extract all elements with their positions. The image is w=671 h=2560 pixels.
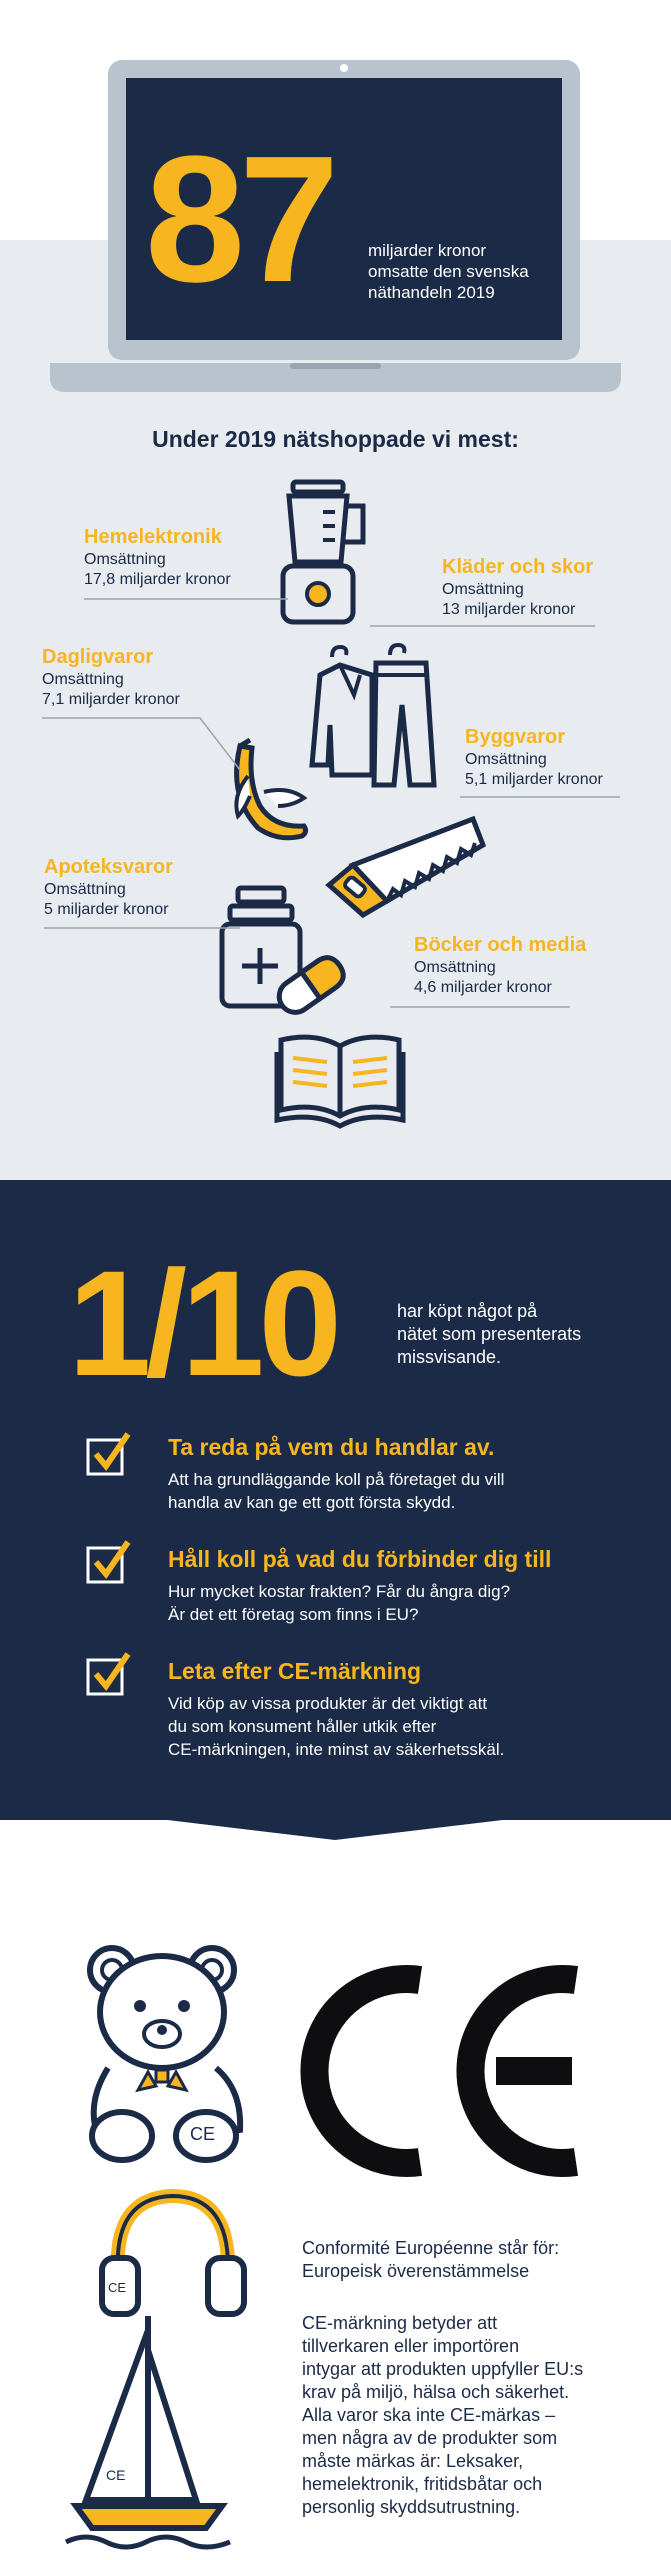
category-value: 5 miljarder kronor: [44, 901, 169, 918]
ce-description-line: Alla varor ska inte CE-märkas –: [302, 2405, 556, 2425]
ce-description-line: krav på miljö, hälsa och säkerhet.: [302, 2382, 570, 2402]
category-label: Omsättning: [42, 671, 124, 688]
tip-line: Hur mycket kostar frakten? Får du ångra dig?: [168, 1582, 511, 1601]
ce-definition-line: Conformité Européenne står för:: [302, 2238, 560, 2258]
category-title: Böcker och media: [414, 934, 587, 956]
category-title: Byggvaror: [465, 726, 566, 748]
category-title: Hemelektronik: [84, 526, 222, 548]
hero-line-3: näthandeln 2019: [368, 283, 495, 302]
ce-definition: [302, 2237, 559, 2283]
category-value: 7,1 miljarder kronor: [42, 691, 180, 708]
tip-line: Att ha grundläggande koll på företaget du vill: [168, 1470, 505, 1489]
ce-description-line: tillverkaren eller importören: [302, 2336, 520, 2356]
hero-number: 87: [145, 119, 334, 320]
tip-line: Vid köp av vissa produkter är det viktigt att: [168, 1694, 488, 1713]
checkbox-icon: [86, 1650, 136, 1700]
hero-line-2: omsatte den svenska: [368, 262, 529, 281]
stat-line-2: nätet som presenterats: [397, 1324, 582, 1344]
headphones-icon: [96, 2188, 246, 2318]
sailboat-icon: [66, 2310, 236, 2550]
category-label: Omsättning: [442, 581, 524, 598]
checkbox-icon: [86, 1538, 136, 1588]
categories-heading: Under 2019 nätshoppade vi mest:: [152, 426, 519, 452]
ce-description-line: men några av de produkter som: [302, 2428, 558, 2448]
ce-definition-line: Europeisk överenstämmelse: [302, 2261, 530, 2281]
stat-line-1: har köpt något på: [397, 1301, 538, 1321]
category-label: Omsättning: [44, 881, 126, 898]
category-value: 13 miljarder kronor: [442, 601, 576, 618]
category-label: Omsättning: [84, 551, 166, 568]
tip-text: [168, 1692, 658, 1761]
ce-description-line: hemelektronik, fritidsbåtar och: [302, 2474, 543, 2494]
tip-text: [168, 1580, 658, 1626]
category-label: Omsättning: [465, 751, 547, 768]
tip-line: du som konsument håller utkik efter: [168, 1717, 437, 1736]
ce-description-line: intygar att produkten uppfyller EU:s: [302, 2359, 584, 2379]
tip-line: handla av kan ge ett gott första skydd.: [168, 1493, 456, 1512]
tip-line: Är det ett företag som finns i EU?: [168, 1605, 419, 1624]
headphones-ce-mark: CE: [108, 2280, 127, 2295]
tip-title: Håll koll på vad du förbinder dig till: [168, 1546, 552, 1572]
teddy-ce-mark: CE: [190, 2124, 216, 2144]
teddy-bear-icon: [72, 1940, 272, 2170]
navy-chevron-bottom: [0, 1780, 671, 1840]
category-label: Omsättning: [414, 959, 496, 976]
ce-description-line: personlig skyddsutrustning.: [302, 2497, 521, 2517]
ce-mark-icon: [290, 1966, 590, 2176]
category-value: 4,6 miljarder kronor: [414, 979, 552, 996]
stat-text: [397, 1300, 581, 1369]
ce-description-line: CE-märkning betyder att: [302, 2313, 498, 2333]
tip-title: Leta efter CE-märkning: [168, 1658, 422, 1684]
hero-line-1: miljarder kronor: [368, 241, 487, 260]
stat-line-3: missvisande.: [397, 1347, 502, 1367]
ce-description-line: måste märkas är: Leksaker,: [302, 2451, 524, 2471]
stat-number: 1/10: [68, 1239, 336, 1407]
ce-description: [302, 2312, 583, 2519]
category-title: Apoteksvaror: [44, 856, 173, 878]
category-title: Dagligvaror: [42, 646, 154, 668]
tip-line: CE-märkningen, inte minst av säkerhetsskäl.: [168, 1740, 505, 1759]
category-value: 17,8 miljarder kronor: [84, 571, 231, 588]
tip-text: [168, 1468, 658, 1514]
category-value: 5,1 miljarder kronor: [465, 771, 603, 788]
category-title: Kläder och skor: [442, 556, 594, 578]
checkbox-icon: [86, 1430, 136, 1480]
sailboat-ce-mark: CE: [106, 2467, 126, 2483]
tip-title: Ta reda på vem du handlar av.: [168, 1434, 495, 1460]
